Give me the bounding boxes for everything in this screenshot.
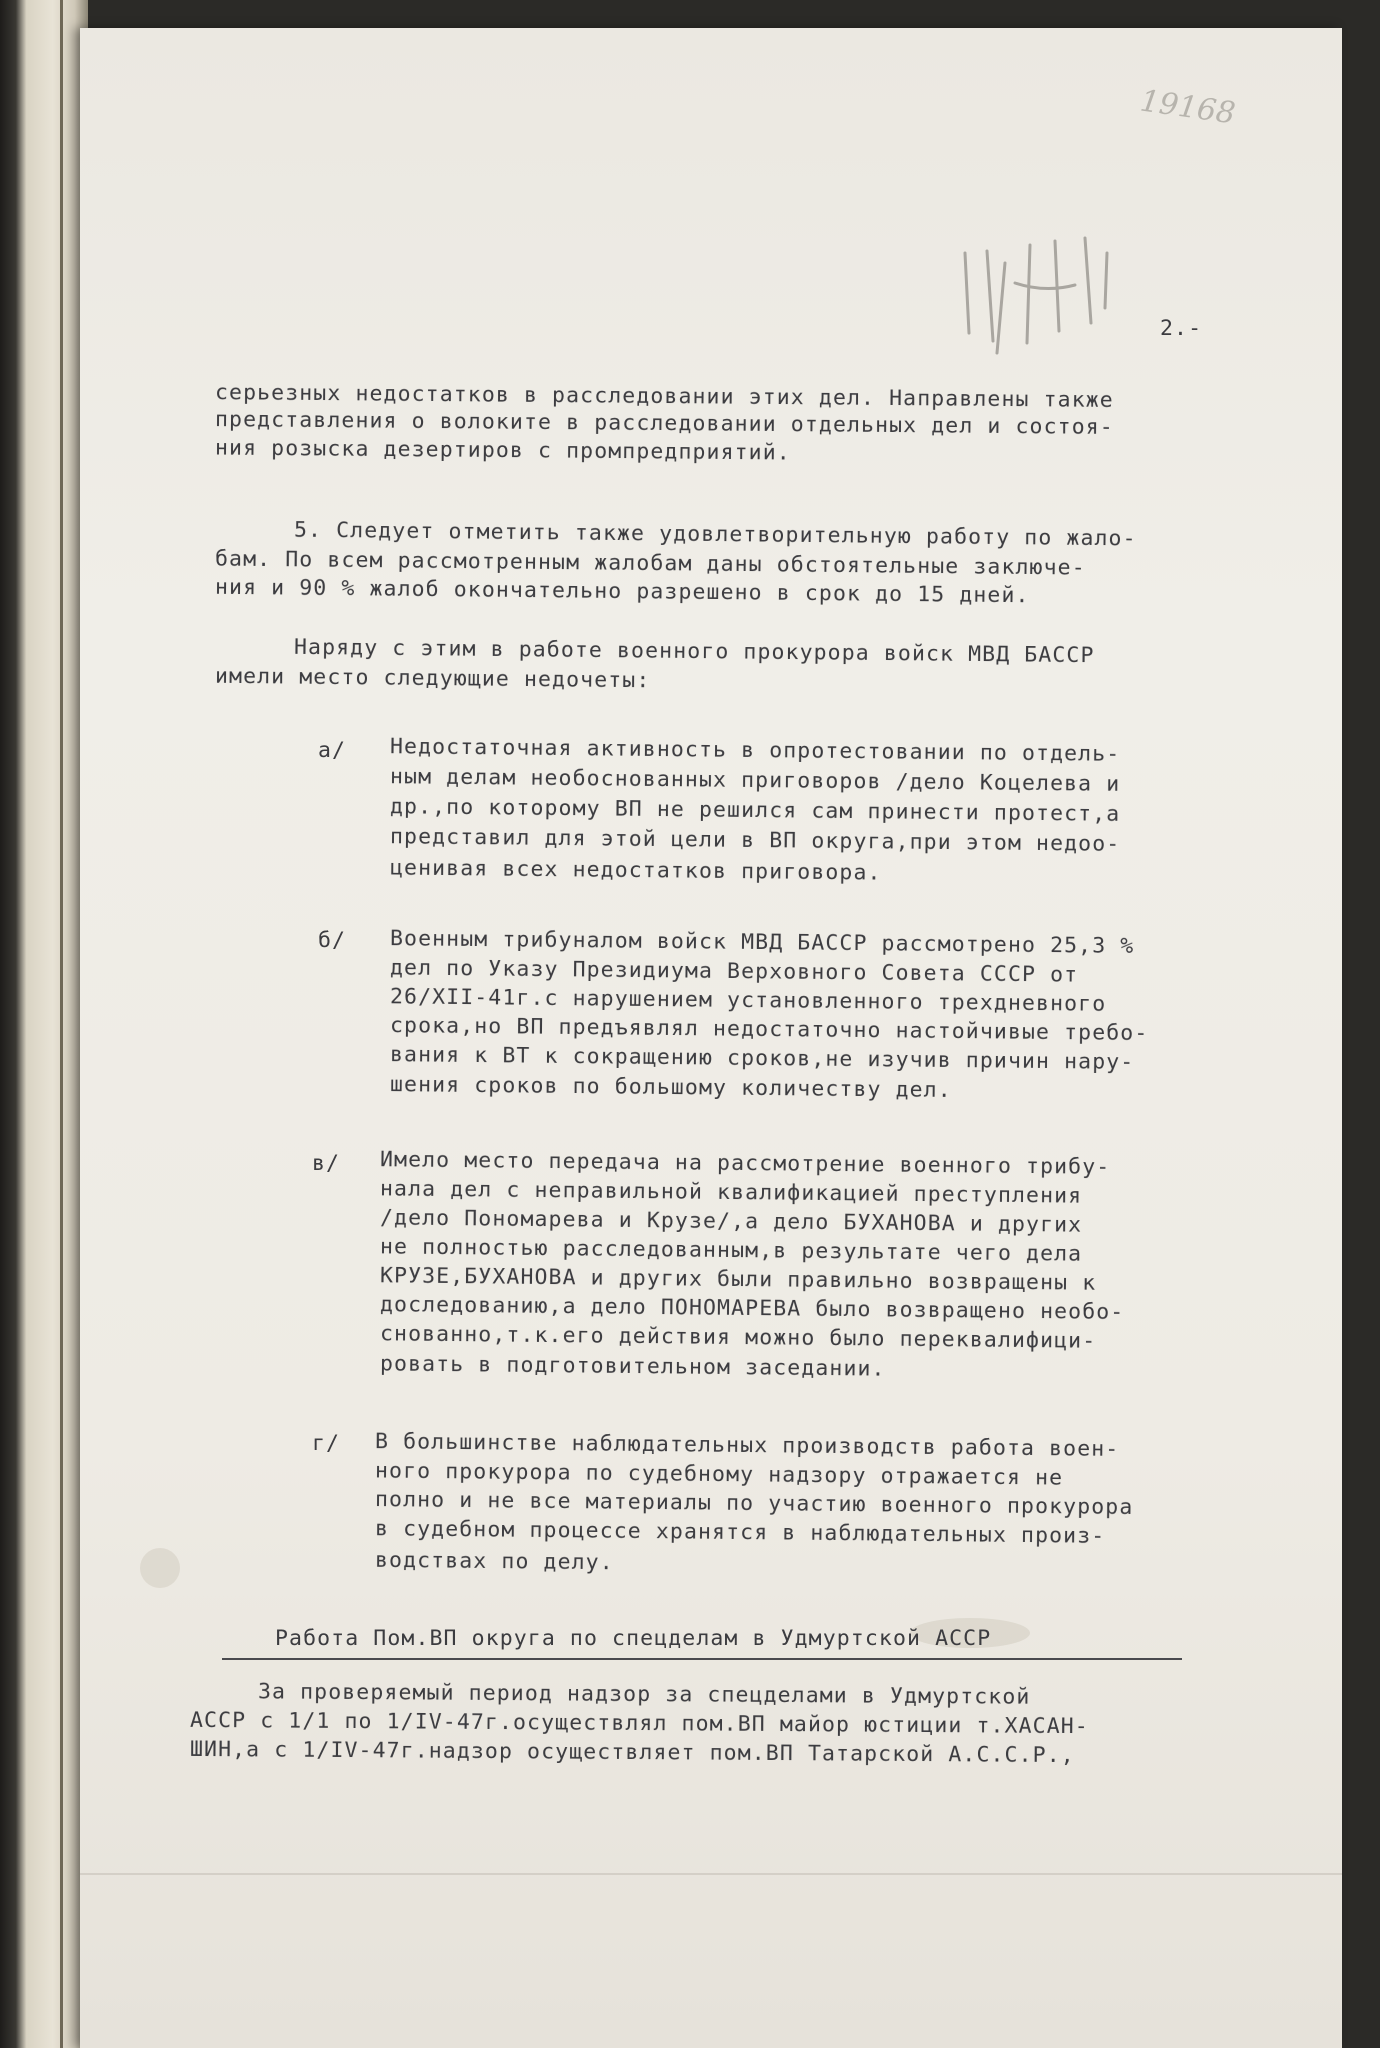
text-line: В большинстве наблюдательных производств работа воен- [374,1429,1120,1462]
text-line: Наряду с этим в работе военного прокурора войск МВД БАССР [293,634,1095,669]
text-line: 26/XII-41г.с нарушением установленного трехдневного [389,984,1107,1017]
text-line: дел по Указу Президиума Верховного Совета СССР от [389,955,1079,988]
text-line: доследованию,а дело ПОНОМАРЕВА было возвращено необо- [379,1292,1125,1325]
text-line: вания к ВТ к сокращению сроков,не изучив причин нару- [389,1042,1135,1075]
document-page [80,28,1342,2048]
text-line: Недостаточная активность в опротестовании по отдель- [389,734,1121,767]
text-line: ния и 90 % жалоб окончательно разрешено в срок до 15 дней. [214,574,1030,609]
list-marker: в/ [312,1151,341,1176]
list-marker: а/ [318,738,347,763]
text-line: срока,но ВП предъявлял недостаточно настойчивые требо- [389,1013,1149,1046]
text-line: Имело место передача на рассмотрение военного трибу- [379,1147,1111,1180]
text-line: ровать в подготовительном заседании. [379,1351,886,1382]
text-line: ным делам необоснованных приговоров /дело Коцелева и [389,764,1121,797]
binder-spine [0,0,88,2048]
heading-underline [222,1658,1182,1660]
text-line: АССР с 1/1 по 1/IV-47г.осуществлял пом.ВП майор юстиции т.ХАСАН- [189,1707,1089,1740]
binder-edge [60,0,63,2048]
archive-stamp-icon [935,223,1145,373]
text-line: КРУЗЕ,БУХАНОВА и других были правильно возвращены к [379,1263,1097,1296]
text-line: снованно,т.к.его действия можно было переквалифици- [379,1321,1097,1354]
text-line: За проверяемый период надзор за спецделами в Удмуртской [257,1679,1031,1710]
text-line: ценивая всех недостатков приговора. [389,855,882,886]
list-marker: б/ [318,928,347,953]
paper-stain [140,1548,180,1588]
text-line: в судебном процессе хранятся в наблюдательных произ- [374,1516,1106,1549]
text-line: ШИН,а с 1/IV-47г.надзор осуществляет пом.ВП Татарской А.С.С.Р., [189,1736,1075,1769]
text-line: бам. По всем рассмотренным жалобам даны обстоятельные заключе- [214,546,1086,581]
text-line: представил для этой цели в ВП округа,при этом недоо- [389,824,1121,857]
text-line: 5. Следует отметить также удовлетворительную работу по жало- [293,517,1137,552]
text-line: имели место следующие недочеты: [214,663,651,694]
section-heading: Работа Пом.ВП округа по спецделам в Удмуртской АССР [275,1626,992,1651]
text-line: др.,по которому ВП не решился сам принести протест,а [389,794,1121,827]
text-line: серьезных недостатков в расследовании этих дел. Направлены также [214,380,1114,413]
text-line: нала дел с неправильной квалификацией преступления [379,1176,1083,1209]
page-number: 2.- [1160,316,1203,341]
text-line: ния розыска дезертиров с промпредприятий. [214,435,791,466]
archive-number: 19168 [1138,83,1238,132]
list-marker: г/ [312,1431,341,1456]
text-line: шения сроков по большому количеству дел. [389,1072,952,1103]
text-line: полно и не все материалы по участию военного прокурора [374,1487,1134,1520]
text-line: представления о волоките в расследовании отдельных дел и состоя- [214,407,1114,440]
text-line: /дело Пономарева и Крузе/,а дело БУХАНОВА и других [379,1205,1083,1238]
text-line: Военным трибуналом войск МВД БАССР рассмотрено 25,3 % [389,926,1135,959]
text-line: водствах по делу. [374,1547,614,1576]
text-line: ного прокурора по судебному надзору отражается не [374,1458,1064,1491]
text-line: не полностью расследованным,в результате чего дела [379,1234,1083,1267]
